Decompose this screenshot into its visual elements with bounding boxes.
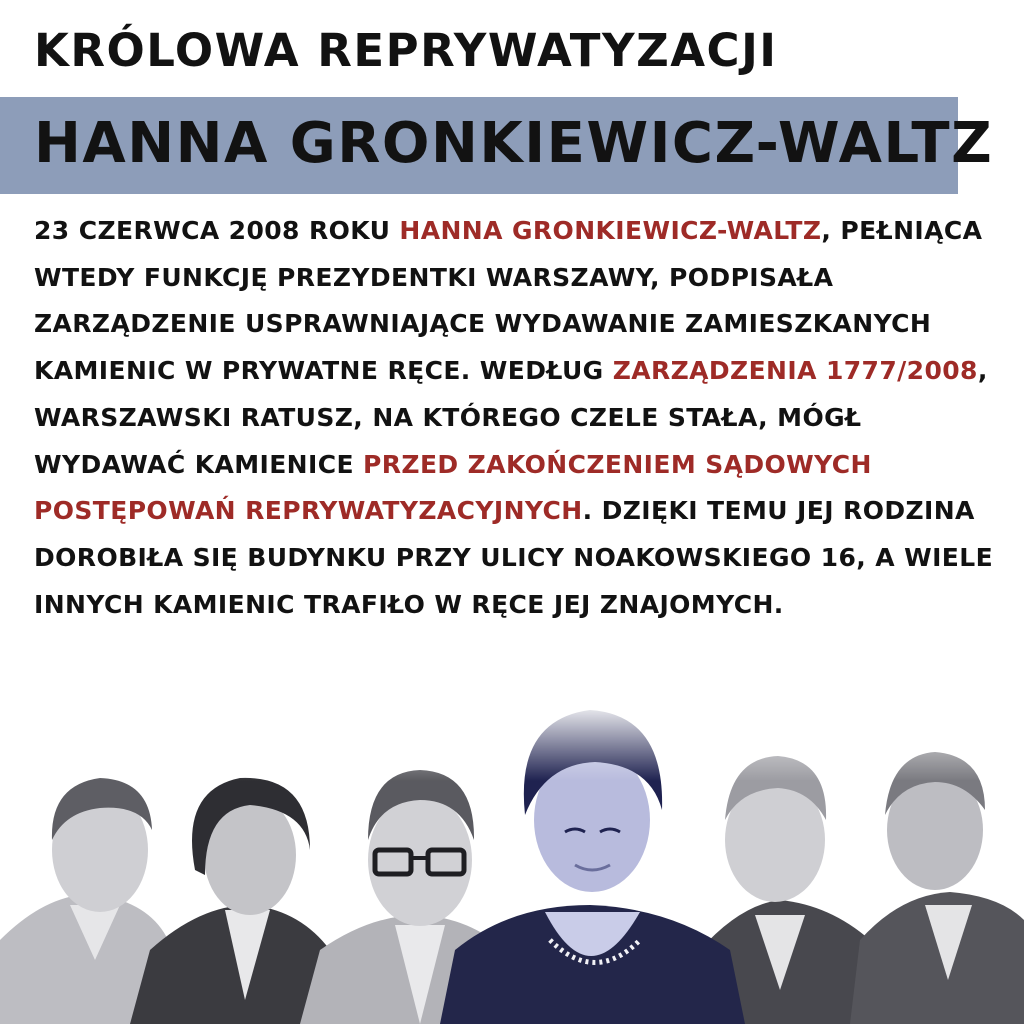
body-text-2: , PEŁNIĄCA WTEDY FUNKCJĘ PREZYDENTKI WARSZAWY, PODPISAŁA ZARZĄDZENIE USPRAWNIAJĄCE WYDAWANIE ZAMIESZKANYCH KAMIENIC W PRYWATNE RĘCE. WEDŁUG <box>34 216 983 386</box>
portrait-collage <box>0 700 1024 1024</box>
headline-kicker: KRÓLOWA REPRYWATYZACJI <box>34 24 778 77</box>
headline-name: HANNA GRONKIEWICZ-WALTZ <box>34 111 994 176</box>
highlight-decree: ZARZĄDZENIA 1777/2008 <box>612 356 978 386</box>
body-text-4: . DZIĘKI TEMU JEJ RODZINA DOROBIŁA SIĘ BUDYNKU PRZY ULICY NOAKOWSKIEGO 16, A WIELE INNYCH KAMIENIC TRAFIŁO W RĘCE JEJ ZNAJOMYCH. <box>34 496 994 619</box>
highlight-proceedings: PRZED ZAKOŃCZENIEM SĄDOWYCH POSTĘPOWAŃ REPRYWATYZACYJNYCH <box>34 449 872 526</box>
highlight-name: HANNA GRONKIEWICZ-WALTZ <box>399 216 822 245</box>
article-body <box>34 208 994 628</box>
body-text-1: 23 CZERWCA 2008 ROKU <box>34 216 400 245</box>
body-text-3: , WARSZAWSKI RATUSZ, NA KTÓREGO CZELE STAŁA, MÓGŁ WYDAWAĆ KAMIENICE <box>34 356 988 479</box>
